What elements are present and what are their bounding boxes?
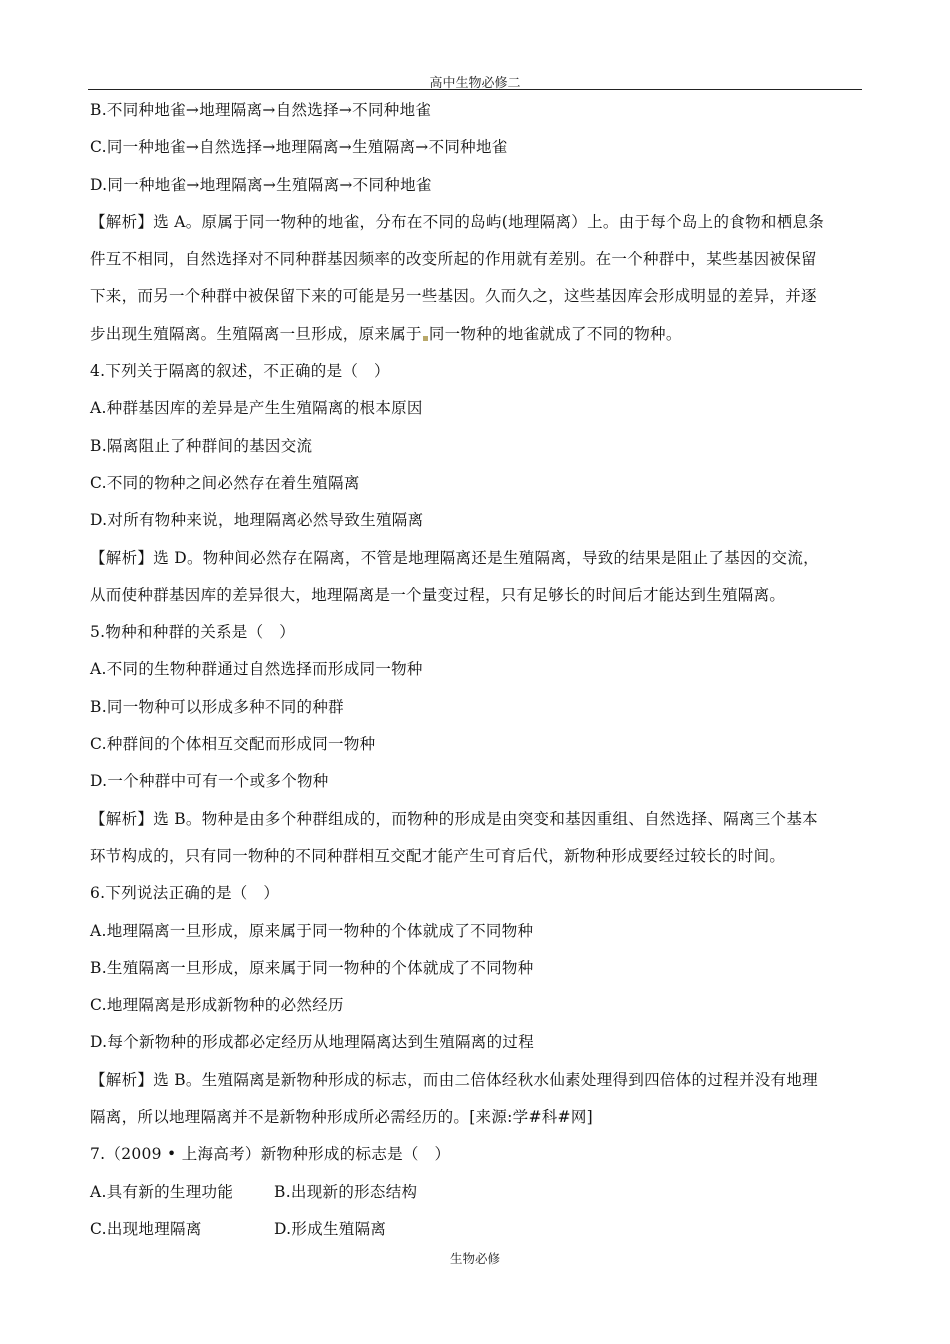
option-line: C.种群间的个体相互交配而形成同一物种 [90,735,376,754]
option-line: A.地理隔离一旦形成，原来属于同一物种的个体就成了不同物种 [90,921,534,940]
anchor-mark-icon [423,336,428,341]
analysis-line: 件互不相同，自然选择对不同种群基因频率的改变所起的作用就有差别。在一个种群中，某些基因被保留 [90,250,817,269]
option-line: C.同一种地雀→自然选择→地理隔离→生殖隔离→不同种地雀 [90,138,508,157]
analysis-line [90,316,870,353]
option-b: B.出现新的形态结构 [274,1182,418,1201]
question-6: 6.下列说法正确的是（ ） [90,884,280,903]
analysis-line: 【解析】选 B。生殖隔离是新物种形成的标志，而由二倍体经秋水仙素处理得到四倍体的过程并没有地理 [90,1070,818,1089]
option-a: A.具有新的生理功能 [90,1182,234,1201]
analysis-line: 【解析】选 D。物种间必然存在隔离，不管是地理隔离还是生殖隔离，导致的结果是阻止了基因的交流， [90,548,819,567]
option-d: D.形成生殖隔离 [274,1219,387,1238]
analysis-text: 步出现生殖隔离。生殖隔离一旦形成，原来属于 [90,324,422,343]
option-line: B.隔离阻止了种群间的基因交流 [90,436,313,455]
question-7: 7.（2009 • 上海高考）新物种形成的标志是（ ） [90,1145,451,1164]
option-line: D.对所有物种来说，地理隔离必然导致生殖隔离 [90,511,424,530]
option-line: D.一个种群中可有一个或多个物种 [90,772,329,791]
option-c: C.出现地理隔离 [90,1219,202,1238]
analysis-line: 从而使种群基因库的差异很大，地理隔离是一个量变过程，只有足够长的时间后才能达到生殖隔离。 [90,585,786,604]
option-line: C.不同的物种之间必然存在着生殖隔离 [90,473,360,492]
question-4: 4.下列关于隔离的叙述，不正确的是（ ） [90,362,390,381]
option-line: D.每个新物种的形成都必定经历从地理隔离达到生殖隔离的过程 [90,1033,535,1052]
option-line: C.地理隔离是形成新物种的必然经历 [90,996,344,1015]
option-line: D.同一种地雀→地理隔离→生殖隔离→不同种地雀 [90,175,432,194]
option-line: B.生殖隔离一旦形成，原来属于同一物种的个体就成了不同物种 [90,958,534,977]
header-title: 高中生物必修二 [429,76,521,91]
question-5: 5.物种和种群的关系是（ ） [90,623,295,642]
analysis-line: 隔离，所以地理隔离并不是新物种形成所必需经历的。[来源:学#科#网] [90,1108,593,1127]
analysis-line: 下来，而另一个种群中被保留下来的可能是另一些基因。久而久之，这些基因库会形成明显的差异，并逐 [90,287,817,306]
option-line: B.不同种地雀→地理隔离→自然选择→不同种地雀 [90,101,432,119]
option-line: B.同一物种可以形成多种不同的种群 [90,697,344,716]
analysis-text-tail: 同一物种的地雀就成了不同的物种。 [428,324,682,343]
option-line: A.不同的生物种群通过自然选择而形成同一物种 [90,660,423,679]
page-header [88,70,862,90]
document-body [90,92,870,1248]
option-row [90,1174,870,1211]
analysis-line: 【解析】选 A。原属于同一物种的地雀，分布在不同的岛屿(地理隔离）上。由于每个岛上的食物和栖息条 [90,212,825,231]
analysis-line: 【解析】选 B。物种是由多个种群组成的，而物种的形成是由突变和基因重组、自然选择、隔离三个基本 [90,809,818,828]
option-row [90,1211,870,1248]
page-footer: 生物必修 [449,1251,500,1266]
option-line: A.种群基因库的差异是产生生殖隔离的根本原因 [90,399,423,418]
analysis-line: 环节构成的，只有同一物种的不同种群相互交配才能产生可育后代，新物种形成要经过较长的时间。 [90,846,786,865]
